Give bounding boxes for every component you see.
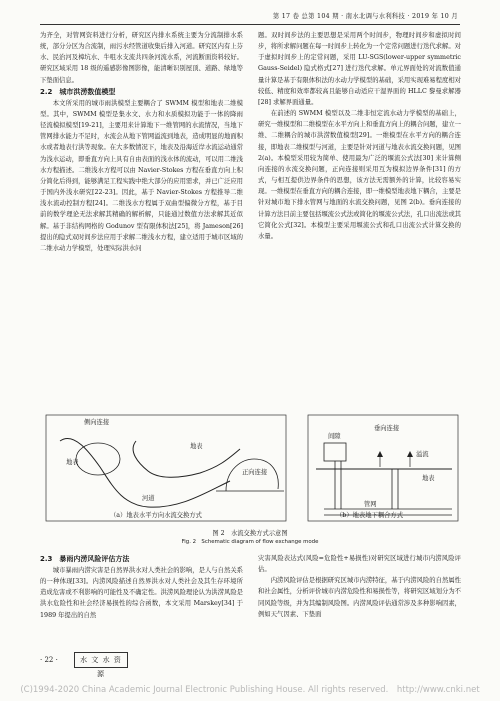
copyright-watermark: (C)1994-2020 China Academic Journal Electronic Publishing House. All rights reserved. http://www.cnki.net	[20, 685, 480, 695]
label-pipe-network: 管网	[364, 501, 377, 508]
label-inspection-well: 间隙	[328, 433, 341, 440]
figure-caption-cn: 图 2 水流交换方式示意图	[212, 530, 288, 537]
lateral-connection-ellipse	[76, 443, 120, 475]
right-column-top	[258, 30, 461, 242]
left-column-top	[40, 30, 243, 254]
paragraph: 灾害风险表达式(风险=危险性+易损性)对研究区域进行城市内涝风险评估。	[258, 555, 461, 574]
paragraph: 在前述的 SWMM 模型以及二维非恒定流水动力学模型的基础上，研究一维模型和二维模型在水平方向上和垂直方向上的耦合问题，建立一维、二维耦合的城市洪涝数值模型[29]。一维模型在水平方向的耦合连接，即地表二维模型与河道，主要是针对河道与地表水流交换问题，见图 2(a)。本模型采用较为简单、使用最为广泛的堰流公式法[30] 来计算侧向连接的水流交换问题，正向连接则采用互为模拟边界条件[31] 的方式，与相互提供边界条件的思想，该方法无需额外的计算，比较容易实现。一维模型在垂直方向的耦合连接，即一维模型地表地下耦合，主要是针对城市地下排水管网与地面的水流交换问题，见图 2(b)。垂向连接的计算方法目前主要包括堰流公式法或简化的堰流公式法，孔口出流法或其它简化公式[32]。本模型主要采用堰流公式和孔口出流公式计算交换的水量。	[258, 110, 462, 240]
label-frontal-connection: 正向连接	[242, 469, 268, 476]
page-number: · 22 ·	[40, 656, 58, 664]
label-surface-left: 地表	[66, 459, 79, 466]
paragraph: 为齐全，对管网资料进行分析，研究区内排水系统主要为分流制排水系统，部分分区为合流制，雨污水经管道收集后排入河道。研究区内有上芬水、民治河及樟坑水、牛咀水支流共四条河流水系，河流断面资料较好。研究区域采用 18 级的遥感影像图影像，能清晰识别屋顶、道路、绿地等下垫面信息。	[40, 32, 244, 84]
paragraph: 内涝风险评估是根据研究区城市内涝特征，基于内涝风险的自然属性和社会属性，分析评价城市内涝危险性和易损性等，将研究区域划分为不同风险等级，并为其编制风险图。内涝风险评估通常涉及多种影响因素，例如天气因素、下垫面	[258, 577, 462, 618]
journal-section-box: 水 文 水 资 源	[74, 652, 128, 668]
subcaption-a: （a）地表水平方向水流交换方式	[110, 512, 202, 519]
label-vertical-connection: 垂向连接	[374, 425, 400, 432]
figure-caption-en: Fig. 2 Schematic diagram of flow exchange mode	[181, 539, 319, 545]
left-column-bottom	[40, 553, 243, 621]
paragraph: 本文所采用的城市雨洪模型主要耦合了 SWMM 模型和地表二维模型。其中，SWMM 模型是集水文、水力和水质模拟功能于一体的降雨径流模拟模型[19-21]，主要用来计算地下一维管网的水流情况，当地下管网排水能力不足时，水流会从地下管网溢流到地表，造成明显的地面积水或者地表行洪等现象。在大多数情况下，地表及沿海近岸水流运动通常为浅水运动，即垂直方向上具有自由表面的浅水体的流动，可以用二维浅水方程描述。二维浅水方程可以由 Navier-Stokes 方程在垂直方向上积分简化后得到，能够满足工程实践中绝大部分的应用需求，并已广泛应用于国内外浅水研究[22-23]。因此，基于 Navier-Stokes 方程推导二维浅水流动控制方程[24]。二维浅水方程属于双曲型偏微分方程，基于目前的数学理论无法求解其精确的解析解，只能通过数值方法求解其近似解。基于非结构网格的 Godunov 型有限体积法[25]，将 Jameson[26] 提出的隐式双时间步法应用于求解二维浅水方程，建立适用于城市区域的二维水动力学模型，处理实际洪水问	[40, 99, 244, 252]
running-head: 第 17 卷 总第 104 期 · 南水北调与水利科技 · 2019 年 10 月	[272, 13, 458, 20]
section-heading-2-2: 2.2 城市洪涝数值模型	[40, 87, 116, 96]
header-rule	[40, 24, 460, 25]
overflow-arrow-head	[407, 451, 413, 457]
section-heading-2-3: 2.3 暴雨内涝风险评估方法	[40, 555, 130, 563]
label-overflow: 溢流	[416, 451, 429, 458]
right-column-bottom	[258, 553, 461, 620]
river-bank-right	[133, 441, 240, 477]
subcaption-b: （b）地表地下耦合方式	[336, 512, 403, 519]
inspection-well-box	[324, 443, 346, 461]
label-river: 河道	[142, 495, 155, 502]
label-surface-right: 地表	[190, 443, 203, 450]
paragraph: 城市暴雨内涝灾害是自然界洪水对人类社会的影响，是人与自然关系的一种体现[33]。内涝风险描述自然界洪水对人类社会及其生存环境所造成危害或不利影响的可能性及不确定性。洪涝风险理论认为洪涝风险是洪水危险性和社会经济易损性的综合函数，本文采用 Marskey[34] 于 1989 年提出的自然	[40, 567, 244, 619]
figure-2	[40, 413, 460, 548]
label-lateral-connection: 侧向连接	[84, 419, 110, 426]
paragraph: 题。双时间步法的主要思想是采用两个时间步，物理时间步和虚拟时间步，将所求解问题在每一时间步上转化为一个定常问题进行迭代求解。对于虚拟时间步上的定常问题，采用 LU-SGS(lower-upper symmetric Gauss-Seidel) 隐式格式[27] 进行迭代求解。单元界面处的对流数值通量计算是基于有限体积法的水动力学模型的基础，采用实现难易程度相对较低、精度和效率都较高且能够自动适应干湿界面的 HLLC 黎曼求解器[28] 求解界面通量。	[258, 32, 462, 106]
overflow-arrow-head	[377, 451, 383, 457]
label-surface: 地表	[422, 475, 435, 482]
